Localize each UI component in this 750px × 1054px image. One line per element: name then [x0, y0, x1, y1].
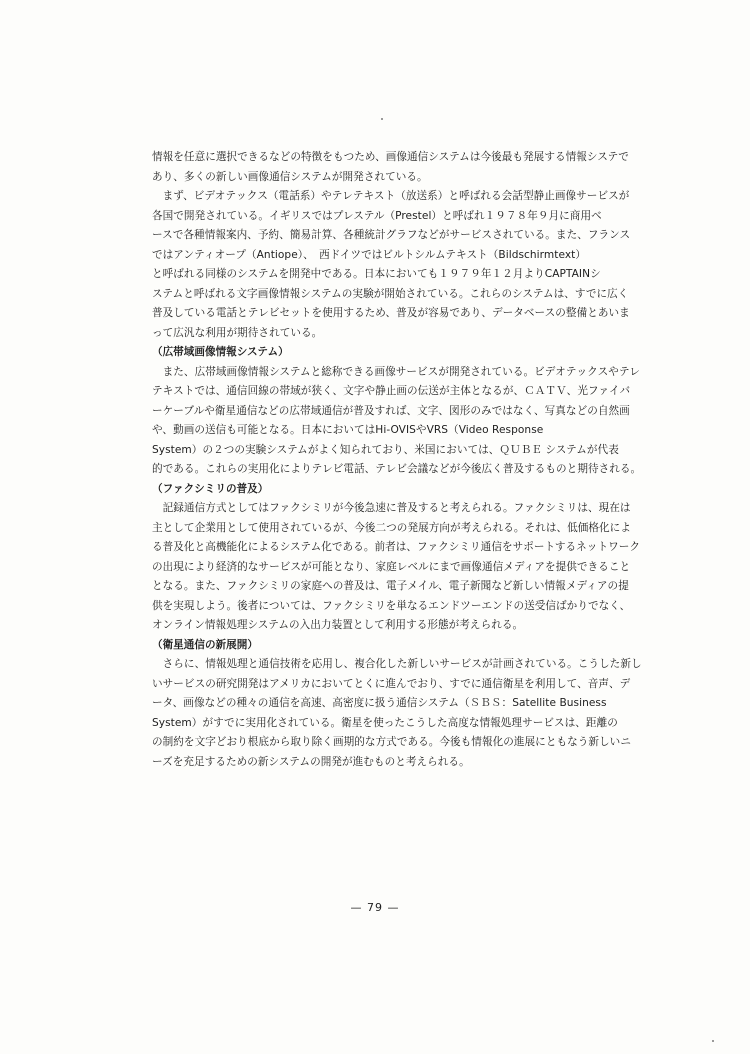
text-line: テキストでは、通信回線の帯域が狭く、文字や静止画の伝送が主体となるが、ＣＡＴＶ、光ファイバ: [152, 385, 631, 397]
text-line: ースで各種情報案内、予約、簡易計算、各種統計グラフなどがサービスされている。また、フランス: [152, 229, 631, 241]
text-line: また、広帯域画像情報システムと総称できる画像サービスが開発されている。ビデオテックスやテレ: [152, 365, 641, 378]
text-line: まず、ビデオテックス（電話系）やテレテキスト（放送系）と呼ばれる会話型静止画像サービスが: [152, 190, 630, 202]
text-line: の制約を文字どおり根底から取り除く画期的な方式である。今後も情報化の進展にともなう新しいニ: [152, 736, 631, 748]
document-section: [152, 480, 664, 636]
scan-speck: [712, 1040, 714, 1042]
paragraph: [152, 655, 664, 772]
text-line: さらに、情報処理と通信技術を応用し、複合化した新しいサービスが計画されている。こうした新し: [152, 658, 642, 670]
document-section: [152, 343, 664, 480]
text-line: ステムと呼ばれる文字画像情報システムの実験が開始されている。これらのシステムは、すでに広く: [152, 287, 629, 300]
text-line: 供を実現しよう。後者については、ファクシミリを単なるエンドツーエンドの送受信ばかりでなく、: [152, 599, 631, 612]
paragraph: [152, 499, 664, 636]
document-section: [152, 148, 664, 343]
paragraph: [152, 187, 664, 343]
text-line: の出現により経済的なサービスが可能となり、家庭レベルにまで画像通信メディアを提供できること: [152, 560, 631, 573]
text-line: ーケーブルや衛星通信などの広帯域通信が普及すれば、文字、図形のみではなく、写真などの自然画: [152, 404, 630, 417]
section-heading: （ファクシミリの普及）: [152, 482, 269, 495]
section-heading: （衛星通信の新展開）: [152, 638, 258, 651]
section-heading: （広帯域画像情報システム）: [152, 346, 289, 358]
text-line: System）がすでに実用化されている。衛星を使ったこうした高度な情報処理サービスは、距離の: [152, 716, 618, 729]
document-body: [152, 148, 664, 772]
document-section: [152, 636, 664, 773]
text-line: 的である。これらの実用化によりテレビ電話、テレビ会議などが今後広く普及するものと期待される。: [152, 463, 642, 475]
text-line: 主として企業用として使用されているが、今後二つの発展方向が考えられる。それは、低価格化によ: [152, 521, 631, 534]
text-line: と呼ばれる同様のシステムを開発中である。日本においても１９７９年１２月よりCAPTAINシ: [152, 268, 601, 280]
page-number: — 79 —: [350, 901, 400, 914]
text-line: や、動画の送信も可能となる。日本においてはHi-OVISやVRS（Video Response: [152, 424, 544, 436]
paragraph: [152, 148, 664, 187]
text-line: 情報を任意に選択できるなどの特徴をもつため、画像通信システムは今後最も発展する情報システで: [152, 151, 629, 163]
text-line: オンライン情報処理システムの入出力装置として利用する形態が考えられる。: [152, 619, 524, 631]
text-line: あり、多くの新しい画像通信システムが開発されている。: [152, 170, 428, 183]
text-line: る普及化と高機能化によるシステム化である。前者は、ファクシミリ通信をサポートするネットワーク: [152, 541, 641, 553]
text-line: となる。また、ファクシミリの家庭への普及は、電子メイル、電子新聞など新しい情報メディアの提: [152, 580, 629, 592]
text-line: ーズを充足するための新システムの開発が進むものと考えられる。: [152, 755, 470, 768]
text-line: 普及している電話とテレビセットを使用するため、普及が容易であり、データベースの整備とあいま: [152, 307, 630, 319]
paragraph: [152, 363, 664, 480]
scan-speck: [381, 118, 383, 120]
text-line: 記録通信方式としてはファクシミリが今後急速に普及すると考えられる。ファクシミリは、現在は: [152, 502, 631, 514]
text-line: って広汎な利用が期待されている。: [152, 326, 323, 339]
text-line: ではアンティオープ（Antiope）、 西ドイツではビルトシルムテキスト（Bildschirmtext）: [152, 248, 587, 261]
text-line: System）の２つの実験システムがよく知られており、米国においては、ＱＵＢＥ システムが代表: [152, 443, 619, 456]
text-line: いサービスの研究開発はアメリカにおいてとくに進んでおり、すでに通信衛星を利用して、音声、デ: [152, 677, 631, 690]
text-line: ータ、画像などの種々の通信を高速、高密度に扱う通信システム（ＳＢＳ：Satellite Business: [152, 697, 607, 709]
text-line: 各国で開発されている。イギリスではプレステル（Prestel）と呼ばれ１９７８年９月に商用ベ: [152, 209, 602, 222]
